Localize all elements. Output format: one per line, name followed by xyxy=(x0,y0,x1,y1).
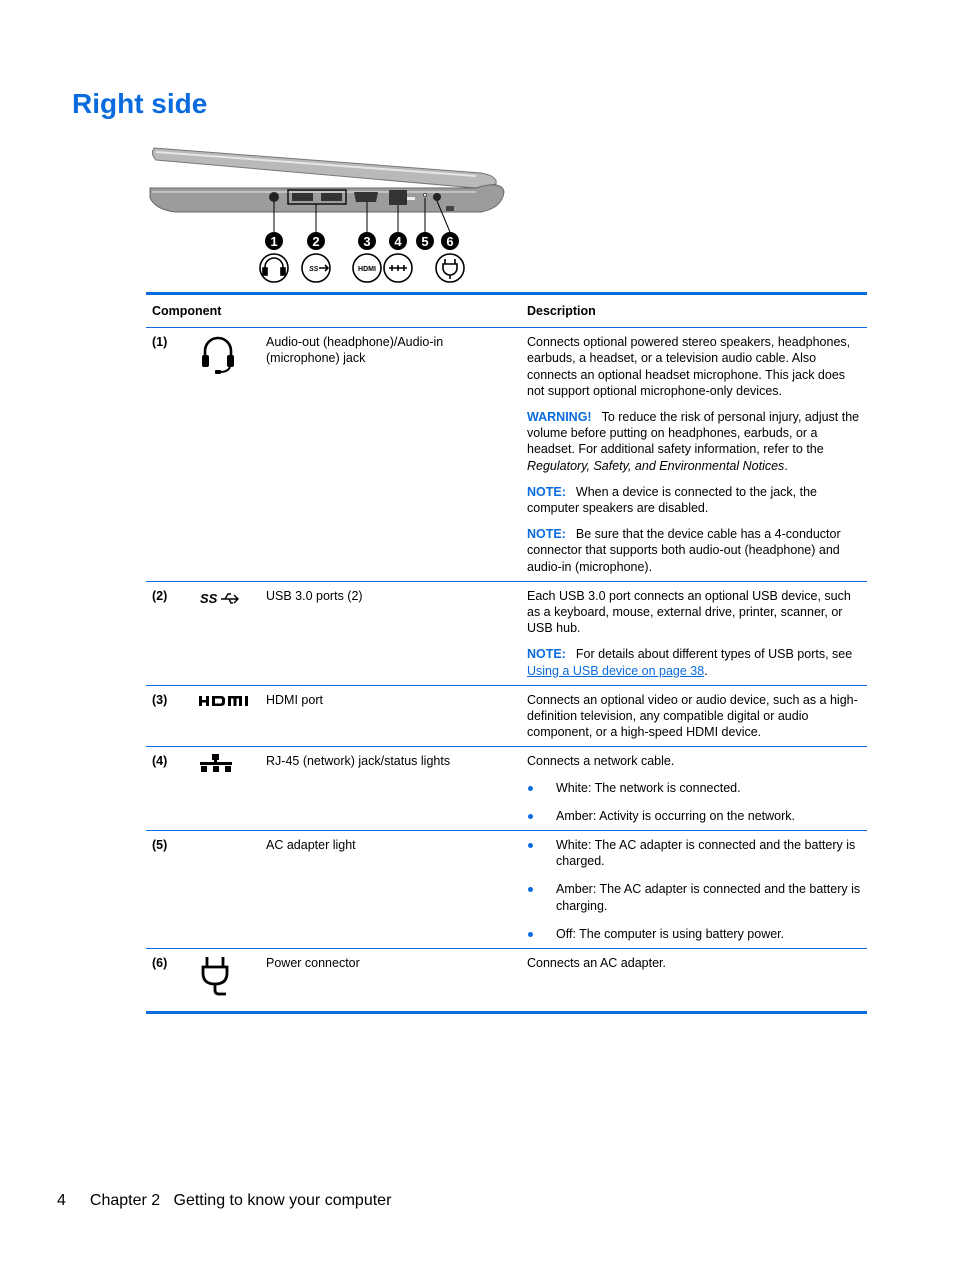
page-footer xyxy=(57,1192,391,1210)
warning-note: WARNING! To reduce the risk of personal injury, adjust the volume before putting on headphones, earbuds, or a headset. For additional safety information, refer to the Regulatory, Safety, and Environmental Notices. xyxy=(527,410,860,473)
component-description xyxy=(521,831,867,949)
row-number: (2) xyxy=(146,581,192,685)
callout-4: 4 xyxy=(394,234,402,249)
component-description: Connects optional powered stereo speakers, headphones, earbuds, a headset, or a television audio cable. Also connects an optional headset microphone. This jack does not support optional microphone-only devices. WARNING! To reduce the risk of personal injury, adjust the volume before putting on headphones, earbuds, or a headset. For additional safety information, refer to the Regulatory, Safety, and Environmental Notices. NOTE: When a device is connected to the jack, the computer speakers are disabled. NOTE: Be sure that the device cable has a 4-conductor connector that supports both audio-out (headphone) and audio-in (microphone). xyxy=(521,328,867,582)
network-icon xyxy=(198,764,234,778)
table-row xyxy=(146,581,867,685)
list-item: Amber: The AC adapter is connected and the battery is charging. xyxy=(527,881,861,913)
callout-5: 5 xyxy=(421,234,429,249)
component-name: AC adapter light xyxy=(260,831,521,949)
chapter-title: Chapter 2 Getting to know your computer xyxy=(89,1192,392,1209)
table-row xyxy=(146,949,867,1013)
callout-2: 2 xyxy=(312,234,320,249)
note: NOTE: For details about different types of USB ports, see Using a USB device on page 38. xyxy=(527,647,853,678)
row-number: (6) xyxy=(152,956,168,971)
table-row xyxy=(146,831,867,949)
power-icon xyxy=(198,986,232,1000)
note-label: NOTE: xyxy=(527,484,566,499)
status-list xyxy=(527,780,861,824)
svg-text:SS: SS xyxy=(200,590,218,606)
component-description: Connects an AC adapter. xyxy=(527,956,666,971)
component-name: HDMI port xyxy=(260,685,521,747)
list-item: White: The AC adapter is connected and the battery is charged. xyxy=(527,837,861,869)
component-description: Connects a network cable. White: The network is connected. Amber: Activity is occurring on the network. xyxy=(521,747,867,831)
component-description: Connects an optional video or audio device, such as a high-definition television, any compatible digital or audio component, or a high-speed HDMI device. xyxy=(521,685,867,747)
page-title: Right side xyxy=(72,88,208,119)
network-icon xyxy=(384,254,412,282)
component-header: Component xyxy=(146,294,521,328)
svg-text:HDMI: HDMI xyxy=(358,266,376,273)
table-header-row xyxy=(146,294,867,328)
note-label: NOTE: xyxy=(527,527,566,542)
row-number: (1) xyxy=(146,328,192,582)
component-name: RJ-45 (network) jack/status lights xyxy=(260,747,521,831)
page-number: 4 xyxy=(57,1192,66,1209)
component-name: Power connector xyxy=(266,956,360,971)
right-side-illustration xyxy=(146,140,516,290)
warning-label: WARNING! xyxy=(527,410,592,425)
component-table xyxy=(146,292,867,1014)
component-name: USB 3.0 ports (2) xyxy=(260,581,521,685)
usb3-icon xyxy=(302,254,330,282)
table-row xyxy=(146,685,867,747)
description-header: Description xyxy=(521,294,867,328)
table-row xyxy=(146,328,867,582)
table-row xyxy=(146,747,867,831)
row-number: (5) xyxy=(146,831,192,949)
callout-3: 3 xyxy=(363,234,371,249)
usb-device-link[interactable]: Using a USB device on page 38 xyxy=(527,663,705,678)
row-number: (4) xyxy=(146,747,192,831)
hdmi-icon xyxy=(353,254,381,282)
callout-1: 1 xyxy=(270,234,278,249)
headphone-icon xyxy=(260,254,288,282)
list-item: Amber: Activity is occurring on the network. xyxy=(527,808,861,824)
status-list xyxy=(527,837,861,942)
note: NOTE: When a device is connected to the jack, the computer speakers are disabled. xyxy=(527,484,818,516)
list-item: White: The network is connected. xyxy=(527,780,861,796)
power-icon xyxy=(436,254,464,282)
hdmi-icon xyxy=(198,699,254,713)
component-name: Audio-out (headphone)/Audio-in (microphone) jack xyxy=(260,328,521,582)
svg-text:SS: SS xyxy=(309,266,319,273)
headphone-icon xyxy=(198,363,238,377)
list-item: Off: The computer is using battery power. xyxy=(527,926,861,942)
note: NOTE: Be sure that the device cable has a 4-conductor connector that supports both audio-out (headphone) and audio-in (microphone). xyxy=(527,527,841,574)
row-number: (3) xyxy=(146,685,192,747)
note-label: NOTE: xyxy=(527,647,566,662)
callout-6: 6 xyxy=(446,234,454,249)
usb3-icon xyxy=(198,590,242,611)
component-description: Each USB 3.0 port connects an optional USB device, such as a keyboard, mouse, external drive, printer, scanner, or USB hub. NOTE: For details about different types of USB ports, see Using a USB device on page 38. xyxy=(521,581,867,685)
